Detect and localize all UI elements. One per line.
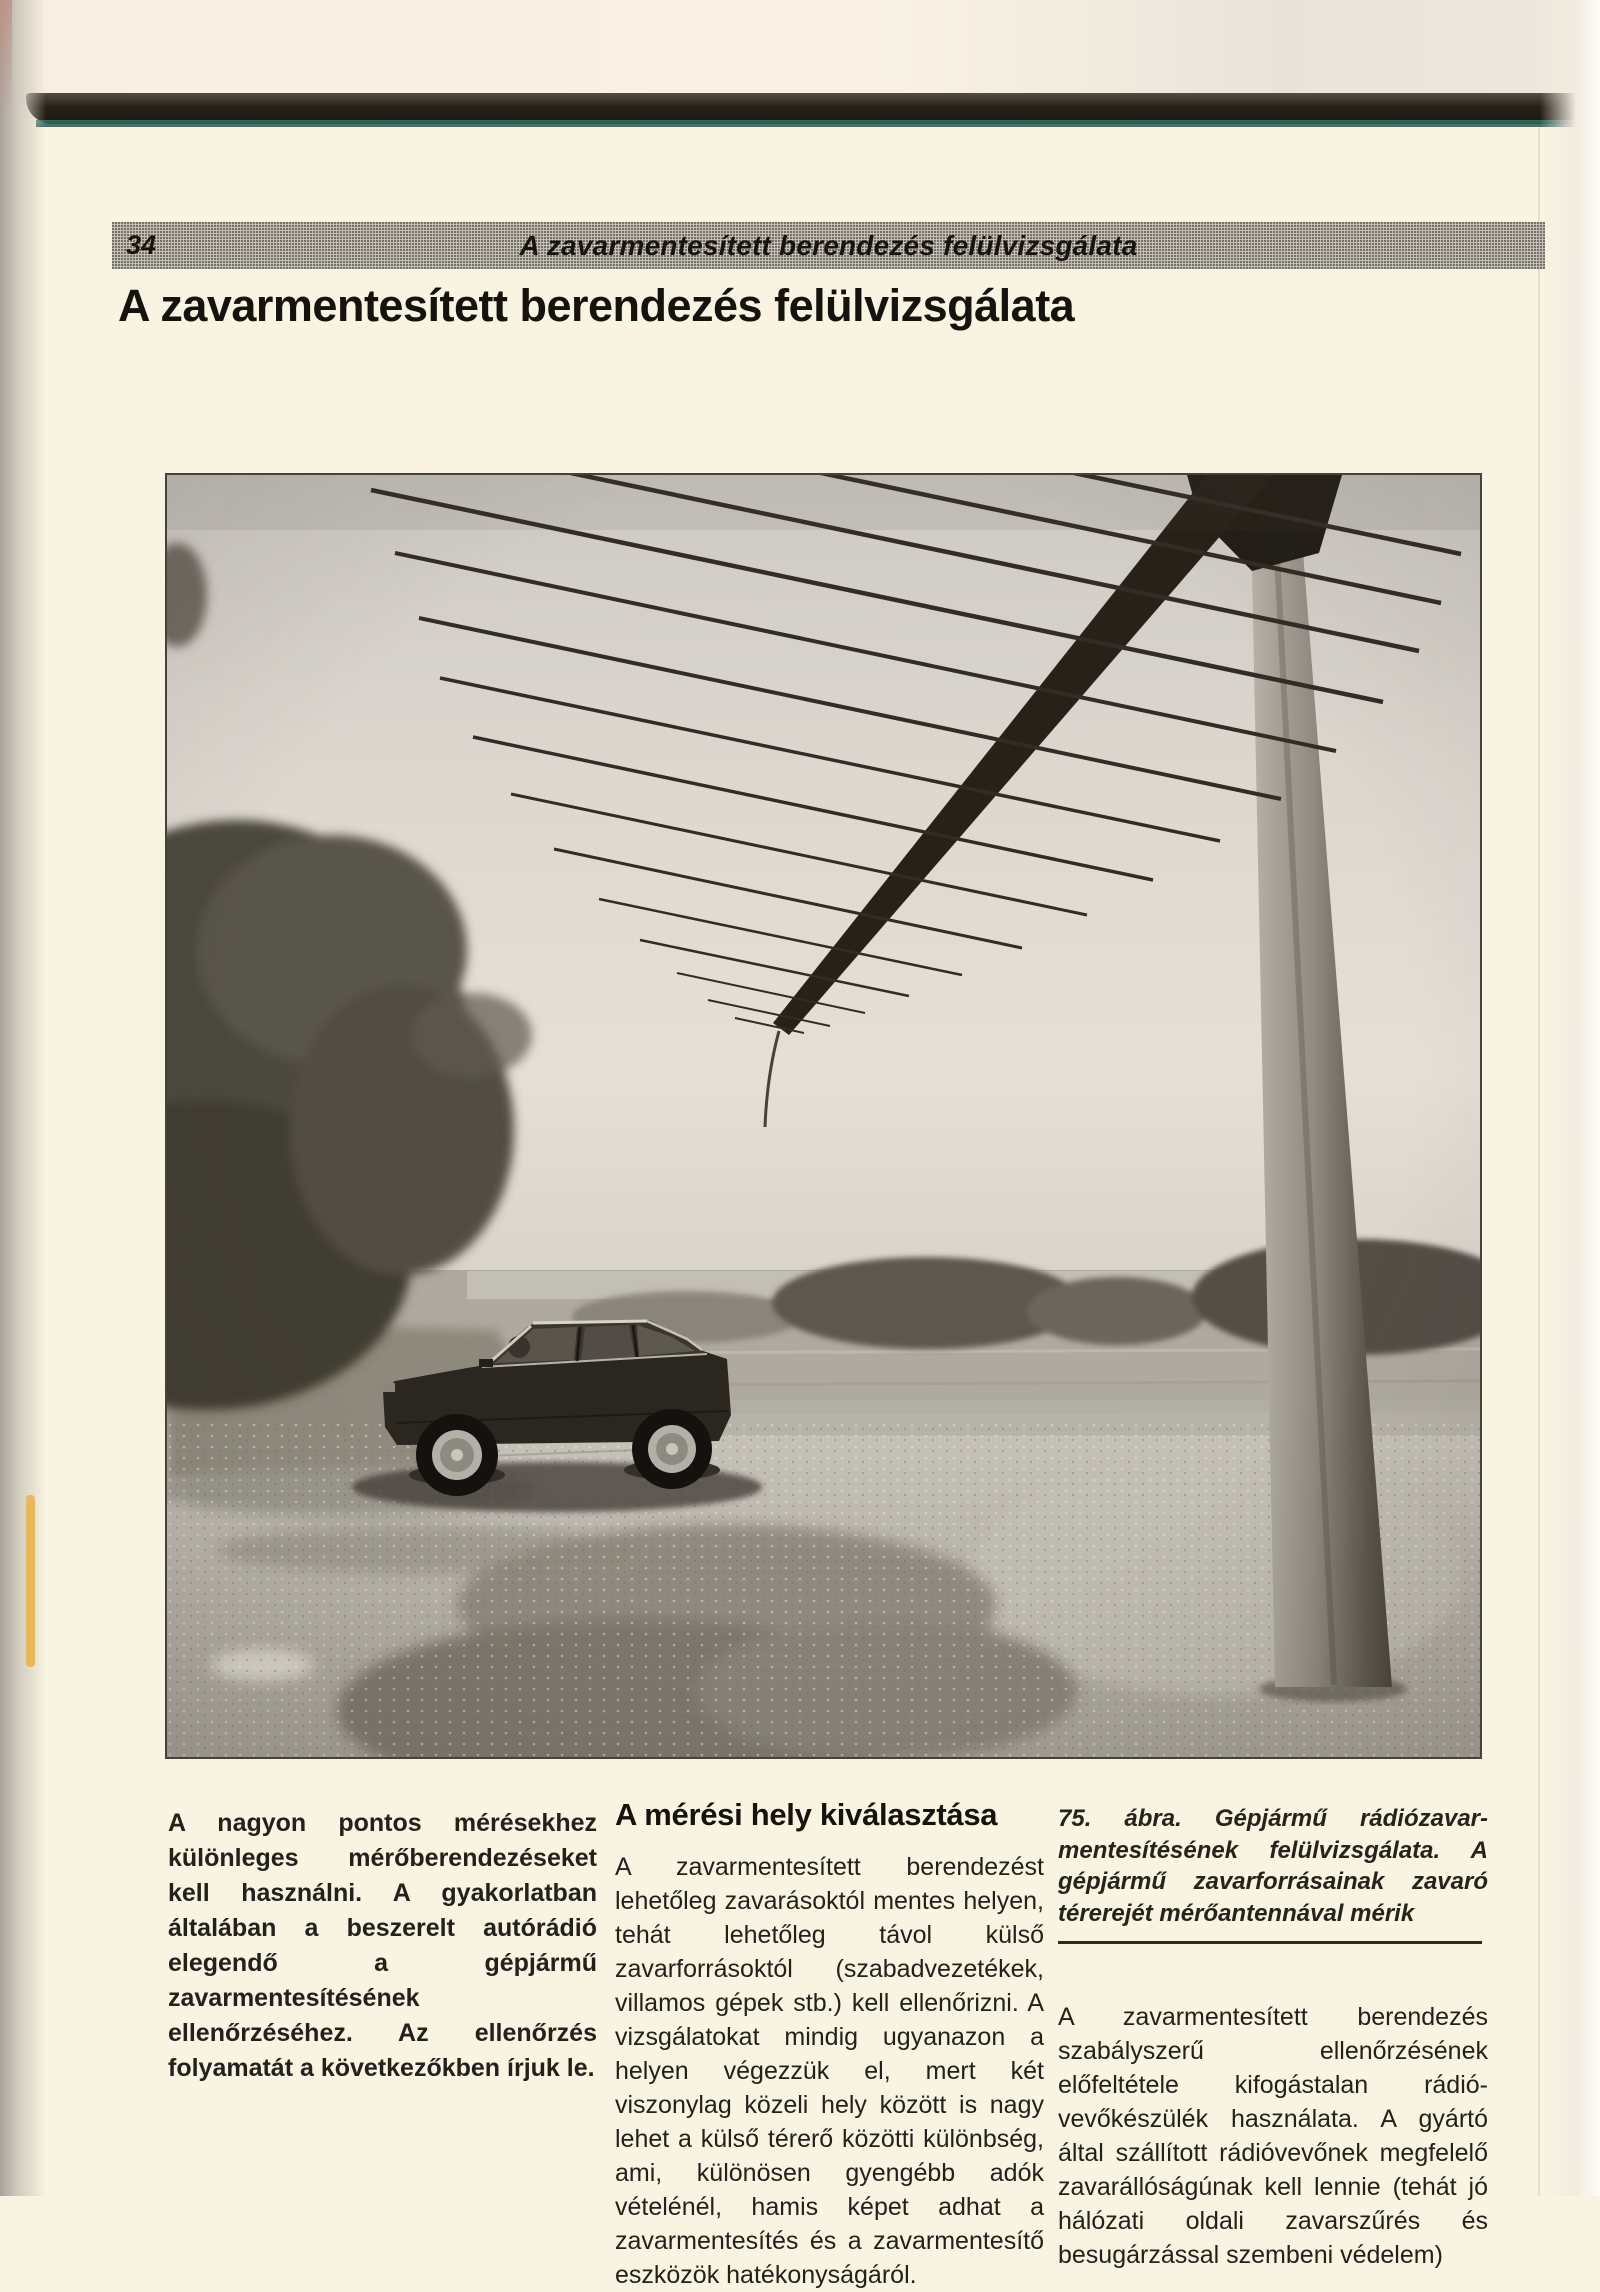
page-right-edge xyxy=(1540,0,1600,2196)
book-cover-teal-line xyxy=(36,120,1600,127)
figure-caption: 75. ábra. Gépjármű rádiózavar-mentesítésének felülvizsgálata. A gépjármű zavarforrásainak zavaró térerejét mérőantennával mérik xyxy=(1058,1805,1488,1927)
running-header-band xyxy=(112,222,1545,269)
intro-paragraph: A nagyon pontos mérésekhez különleges mérőberendezéseket kell használni. A gyakorlatban általában a beszerelt autórádió elegendő a gépjármű zavarmentesítésének ellenőrzéséhez. Az ellenőrzés folyamatát a következőkben írjuk le. xyxy=(168,1809,597,2082)
page-top-edge xyxy=(0,0,1600,97)
page-title: A zavarmentesített berendezés felülvizsgálata xyxy=(118,280,1075,331)
photo-vignette xyxy=(167,475,1480,1757)
yellow-bookmark-strip xyxy=(26,1495,35,1667)
section-heading: A mérési hely kiválasztása xyxy=(615,1797,998,1832)
running-header-title: A zavarmentesített berendezés felülvizsgálata xyxy=(519,229,1138,261)
page-right-fold-line xyxy=(1538,128,1540,2196)
right-column xyxy=(1058,1803,1488,2272)
column-divider-rule xyxy=(1058,1941,1482,1944)
figure-photo xyxy=(165,473,1482,1759)
page-number: 34 xyxy=(126,230,157,260)
section-paragraph: A zavarmentesített berendezést lehetőleg zavarásoktól mentes helyen, tehát lehetőleg távol külső zavarforrásoktól (szabadvezetékek, villamos gépek stb.) kell ellenőrizni. A vizsgálatokat mindig ugyanazon a helyen végezzük el, mert két viszonylag közeli hely között is nagy lehet a külső térerő közötti különbség, ami, különösen gyengébb adók vételénél, hamis képet adhat a zavarmentesítés és a zavarmentesítő eszközök hatékonyságáról. xyxy=(615,1853,1044,2289)
section-measurement-site xyxy=(615,1798,1044,2292)
spine-red-tint xyxy=(0,0,12,120)
right-paragraph: A zavarmentesített berendezés szabályszerű ellenőrzésének előfeltétele kifogástalan rádió-vevőkészülék használata. A gyártó által szállított rádióvevőnek megfelelő zavarállóságúnak kell lennie (tehát jó hálózati oldali zavarszűrés és besugárzással szembeni védelem) xyxy=(1058,2003,1488,2269)
spine-shadow xyxy=(0,0,46,2196)
